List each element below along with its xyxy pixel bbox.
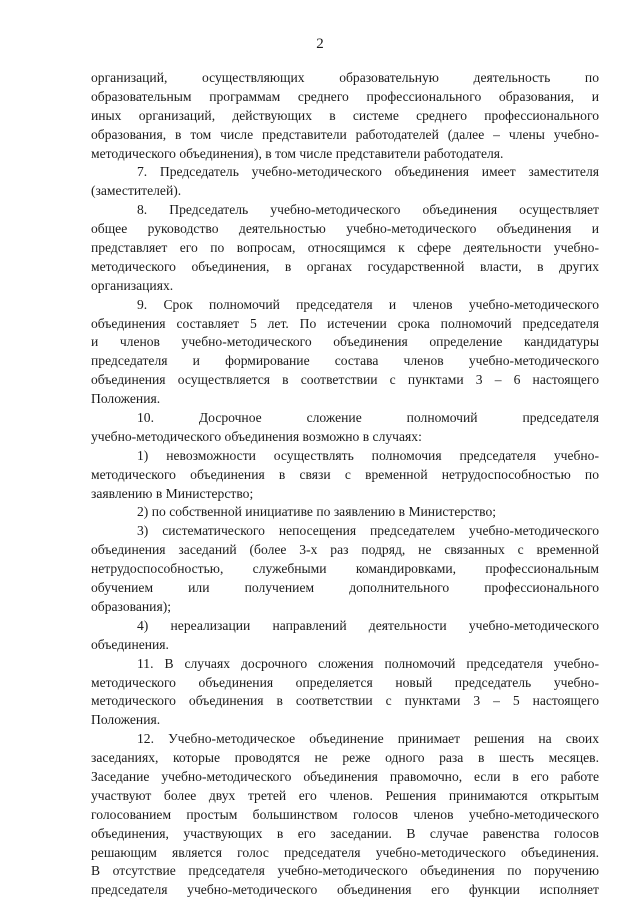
text-line: участвуют более двух третей его членов. Решения принимаются открытым: [91, 787, 599, 803]
text-line: (заместителей).: [91, 183, 182, 199]
text-line: методического объединения в соответствии с пунктами 3 – 5 настоящего: [91, 693, 599, 709]
text-line: 11. В случаях досрочного сложения полномочий председателя учебно-: [137, 655, 599, 671]
text-line: методического объединения в связи с временной нетрудоспособностью по: [91, 466, 599, 482]
text-line: объединения составляет 5 лет. По истечении срока полномочий председателя: [91, 315, 599, 331]
text-line: объединения заседаний (более 3-х раз подряд, не связанных с временной: [91, 542, 599, 558]
text-line: объединения.: [91, 636, 169, 652]
text-line: 12. Учебно-методическое объединение принимает решения на своих: [137, 731, 599, 747]
text-line: представляет его по вопросам, относящимся к сфере деятельности учебно-: [91, 240, 599, 256]
text-line: В отсутствие председателя учебно-методического объединения по поручению: [91, 863, 599, 879]
text-line: Положения.: [91, 391, 161, 407]
text-line: объединения осуществляется в соответствии с пунктами 3 – 6 настоящего: [91, 372, 599, 388]
text-line: образования);: [91, 598, 172, 614]
text-line: обучением или получением дополнительного профессионального: [91, 580, 599, 596]
text-line: Заседание учебно-методического объединения правомочно, если в его работе: [91, 768, 599, 784]
text-line: 9. Срок полномочий председателя и членов учебно-методического: [137, 296, 599, 312]
text-line: образования, в том числе представители работодателей (далее – члены учебно-: [91, 126, 599, 142]
text-line: решающим является голос председателя учебно-методического объединения.: [91, 844, 599, 860]
text-line: учебно-методического объединения возможно в случаях:: [91, 428, 422, 444]
page-number: 2: [316, 36, 324, 52]
document-body: [91, 69, 599, 900]
text-line: методического объединения), в том числе представители работодателя.: [91, 145, 504, 161]
text-line: общее руководство деятельностью учебно-методического объединения и: [91, 221, 599, 237]
text-line: методического объединения определяется новый председатель учебно-: [91, 674, 599, 690]
text-line: Положения.: [91, 712, 161, 728]
text-line: иных организаций, действующих в системе среднего профессионального: [91, 107, 599, 123]
text-line: 2) по собственной инициативе по заявлению в Министерство;: [137, 504, 497, 520]
text-line: заявлению в Министерство;: [91, 485, 254, 501]
text-line: организаций, осуществляющих образовательную деятельность по: [91, 70, 599, 85]
text-line: 10. Досрочное сложение полномочий председателя: [137, 410, 599, 426]
text-line: 8. Председатель учебно-методического объединения осуществляет: [137, 202, 599, 218]
text-line: голосованием простым большинством голосов членов учебно-методического: [91, 806, 599, 822]
text-line: заседаниях, которые проводятся не реже одного раза в шесть месяцев.: [91, 750, 599, 766]
text-line: организациях.: [91, 277, 174, 293]
text-line: 4) нереализации направлений деятельности учебно-методического: [137, 617, 599, 633]
text-line: 1) невозможности осуществлять полномочия председателя учебно-: [137, 447, 599, 463]
text-line: методического объединения, в органах государственной власти, в других: [91, 258, 599, 274]
text-line: 7. Председатель учебно-методического объединения имеет заместителя: [137, 164, 599, 180]
text-line: объединения, участвующих в его заседании. В случае равенства голосов: [91, 825, 599, 841]
text-line: нетрудоспособностью, служебными командировками, профессиональным: [91, 561, 599, 577]
text-line: образовательным программам среднего профессионального образования, и: [91, 88, 599, 104]
text-line: 3) систематического непосещения председателем учебно-методического: [137, 523, 599, 539]
text-line: председателя учебно-методического объединения его функции исполняет: [91, 882, 599, 898]
text-line: и членов учебно-методического объединения определение кандидатуры: [91, 334, 599, 350]
text-line: председателя и формирование состава членов учебно-методического: [91, 353, 599, 369]
